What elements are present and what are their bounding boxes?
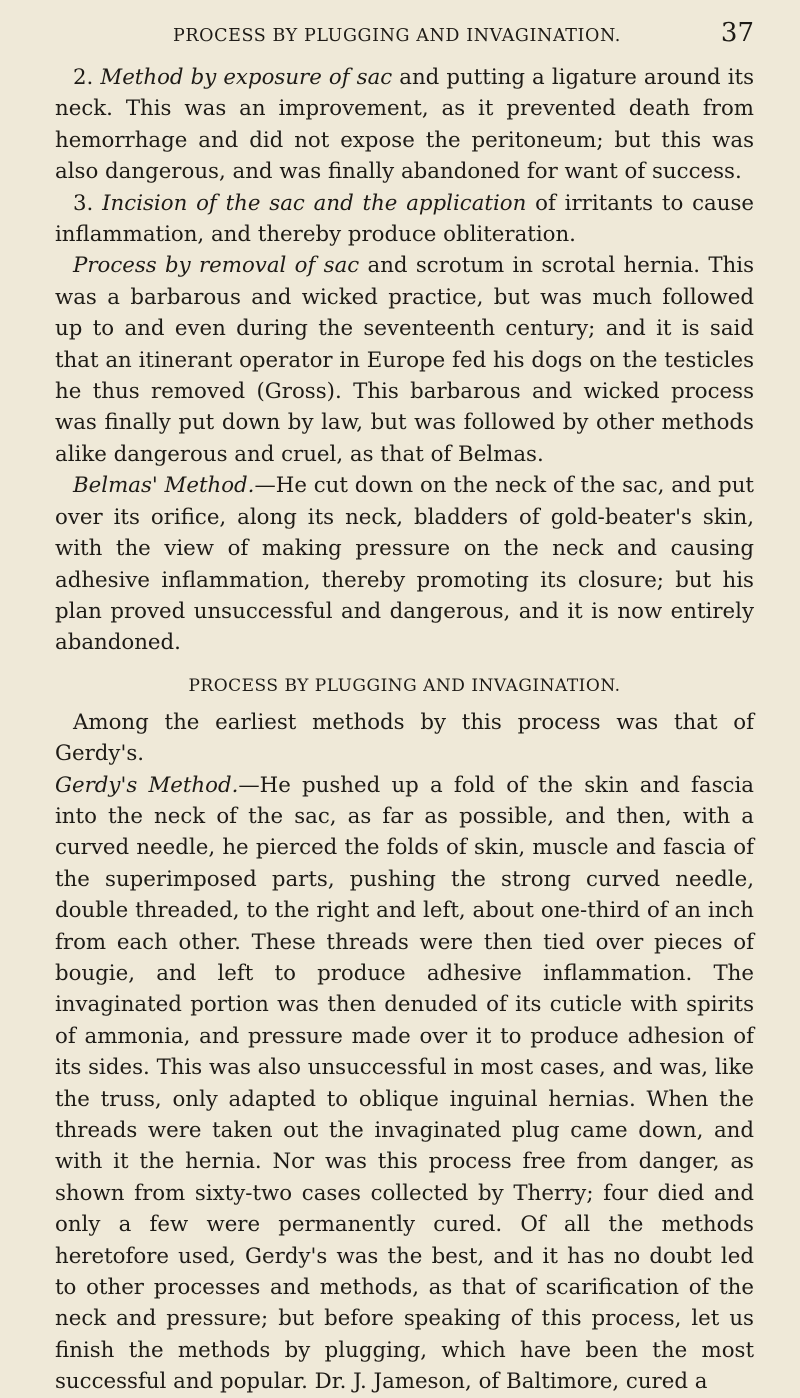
paragraph-method-by-exposure (55, 62, 754, 188)
paragraph-text: —He cut down on the neck of the sac, and put over its orifice, along its neck, bladders of gold-beater's skin, with the view of making pressure on the neck and causing adhesive inflammation, thereby promoting its closure; but his plan proved unsuccessful and dangerous, and it is now entirely abandoned. (55, 473, 754, 656)
paragraph-earliest-methods (55, 707, 754, 770)
paragraph-incision-of-sac (55, 188, 754, 251)
list-number: 3. (73, 190, 103, 216)
method-title: Belmas' Method. (73, 473, 255, 499)
running-header (55, 20, 754, 46)
section-heading: PROCESS BY PLUGGING AND INVAGINATION. (188, 675, 621, 696)
method-title: Gerdy's Method. (55, 772, 239, 798)
method-title: Incision of the sac and the application (102, 190, 527, 216)
paragraph-text: —He pushed up a fold of the skin and fascia into the neck of the sac, as far as possible, and then, with a curved needle, he pierced the folds of skin, muscle and fascia of the superimposed parts, pushing the strong curved needle, double threaded, to the right and left, about one-third of an inch from each other. These threads were then tied over pieces of bougie, and left to produce adhesive inflammation. The invaginated portion was then denuded of its cuticle with spirits of ammonia, and pressure made over it to produce adhesion of its sides. This was also unsuccessful in most cases, and was, like the truss, only adapted to oblique inguinal hernias. When the threads were taken out the invaginated plug came down, and with it the hernia. Nor was this process free from danger, as shown from sixty-two cases collected by Therry; four died and only a few were permanently cured. Of all the methods heretofore used, Gerdy's was the best, and it has no doubt led to other processes and methods, as that of scarification of the neck and pressure; but before speaking of this process, let us finish the methods by plugging, which have been the most successful and popular. Dr. J. Jameson, of Baltimore, cured a (55, 772, 754, 1395)
list-number: 2. (73, 65, 101, 90)
method-title: Method by exposure of sac (100, 65, 393, 90)
body-text (55, 62, 754, 1398)
page-number: 37 (720, 18, 754, 48)
running-title: PROCESS BY PLUGGING AND INVAGINATION. (173, 26, 621, 46)
paragraph-text: of irritants to cause inflammation, and thereby produce obliteration. (55, 190, 754, 248)
paragraph-text: Among the earliest methods by this process was that of Gerdy's. (55, 709, 754, 767)
paragraph-text: and putting a ligature around its neck. This was an improvement, as it prevented death from hemorrhage and did not expose the peritoneum; but this was also dangerous, and was finally abandoned for want of success. (55, 65, 755, 185)
paragraph-text: and scrotum in scrotal hernia. This was a barbarous and wicked practice, but was much followed up to and even during the seventeenth century; and it is said that an itinerant operator in Europe fed his dogs on the testicles he thus removed (Gross). This barbarous and wicked process was finally put down by law, but was followed by other methods alike dangerous and cruel, as that of Belmas. (55, 253, 755, 467)
paragraph-removal-of-sac (55, 250, 754, 470)
method-title: Process by removal of sac (73, 253, 360, 279)
paragraph-gerdys-method (55, 770, 754, 1398)
paragraph-belmas-method (55, 470, 754, 658)
